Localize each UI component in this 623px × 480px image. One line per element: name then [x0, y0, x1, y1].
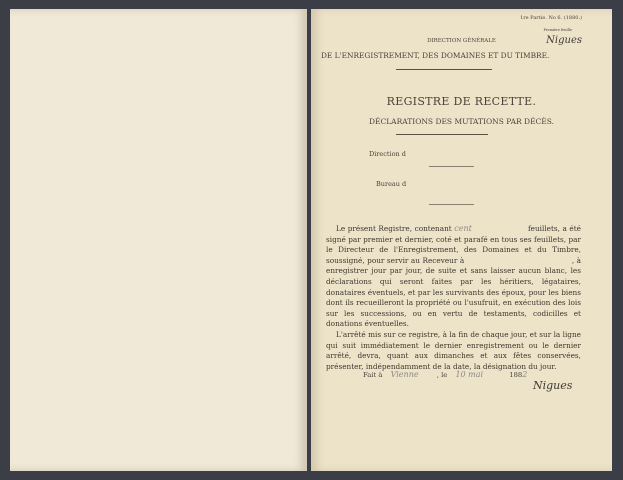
register-title: REGISTRE DE RECETTE.	[386, 95, 537, 108]
handwritten-count: cent	[454, 224, 472, 233]
p1-start: Le présent Registre, contenant	[336, 224, 452, 233]
fait-line	[363, 370, 527, 379]
year-handwritten: 2	[522, 370, 528, 379]
form-sub: Première feuille	[543, 28, 572, 32]
direction-line	[429, 166, 474, 167]
year-label: 188	[509, 371, 523, 379]
fait-place: Vienne	[390, 370, 419, 379]
divider	[396, 69, 492, 70]
left-blank-page	[10, 9, 307, 471]
le-label: , le	[436, 371, 448, 379]
bureau-label: Bureau d	[376, 180, 407, 188]
p1-rest: feuillets, a été signé par premier et dernier, coté et parafé en tous ses feuillets, par le Directeur de l'Enregistrement, des Domaines et du Timbre, soussigné, pour servir au Receveur à	[326, 224, 582, 265]
direction-label: Direction d	[369, 150, 406, 158]
direction-generale: DIRECTION GÉNÉRALE	[427, 38, 496, 44]
divider	[396, 134, 488, 135]
bureau-line	[429, 204, 474, 205]
right-page	[311, 9, 612, 471]
director-signature: Nigues	[533, 379, 573, 392]
form-reference: 1re Partie. No 6. (1880.)	[520, 15, 582, 21]
p1-end: , à enregistrer jour par jour, de suite et sans laisser aucun blanc, les déclarations qui seront faites par les héritiers, légataires, donataires éventuels, et par les survivants des époux, pour les biens dont ils recueilleront la propriété ou l'usufruit, en exécution des lois sur les successions, ou en vertu de testaments, codicilles et donations éventuelles.	[326, 255, 581, 329]
fait-date: 10 mai	[455, 370, 484, 379]
top-signature: Nigues	[546, 35, 582, 46]
fait-label: Fait à	[363, 371, 383, 379]
register-text	[326, 224, 581, 372]
paragraph-2: L'arrêté mis sur ce registre, à la fin de chaque jour, et sur la ligne qui suit immédiatement le dernier enregistrement ou le dernier arrêté, devra, quant aux dimanches et aux fêtes conservées, présenter, indépendamment de la date, la désignation du jour.	[326, 329, 581, 371]
administration-name: DE L'ENREGISTREMENT, DES DOMAINES ET DU TIMBRE.	[321, 51, 550, 60]
register-subtitle: DÉCLARATIONS DES MUTATIONS PAR DÉCÈS.	[368, 117, 555, 126]
